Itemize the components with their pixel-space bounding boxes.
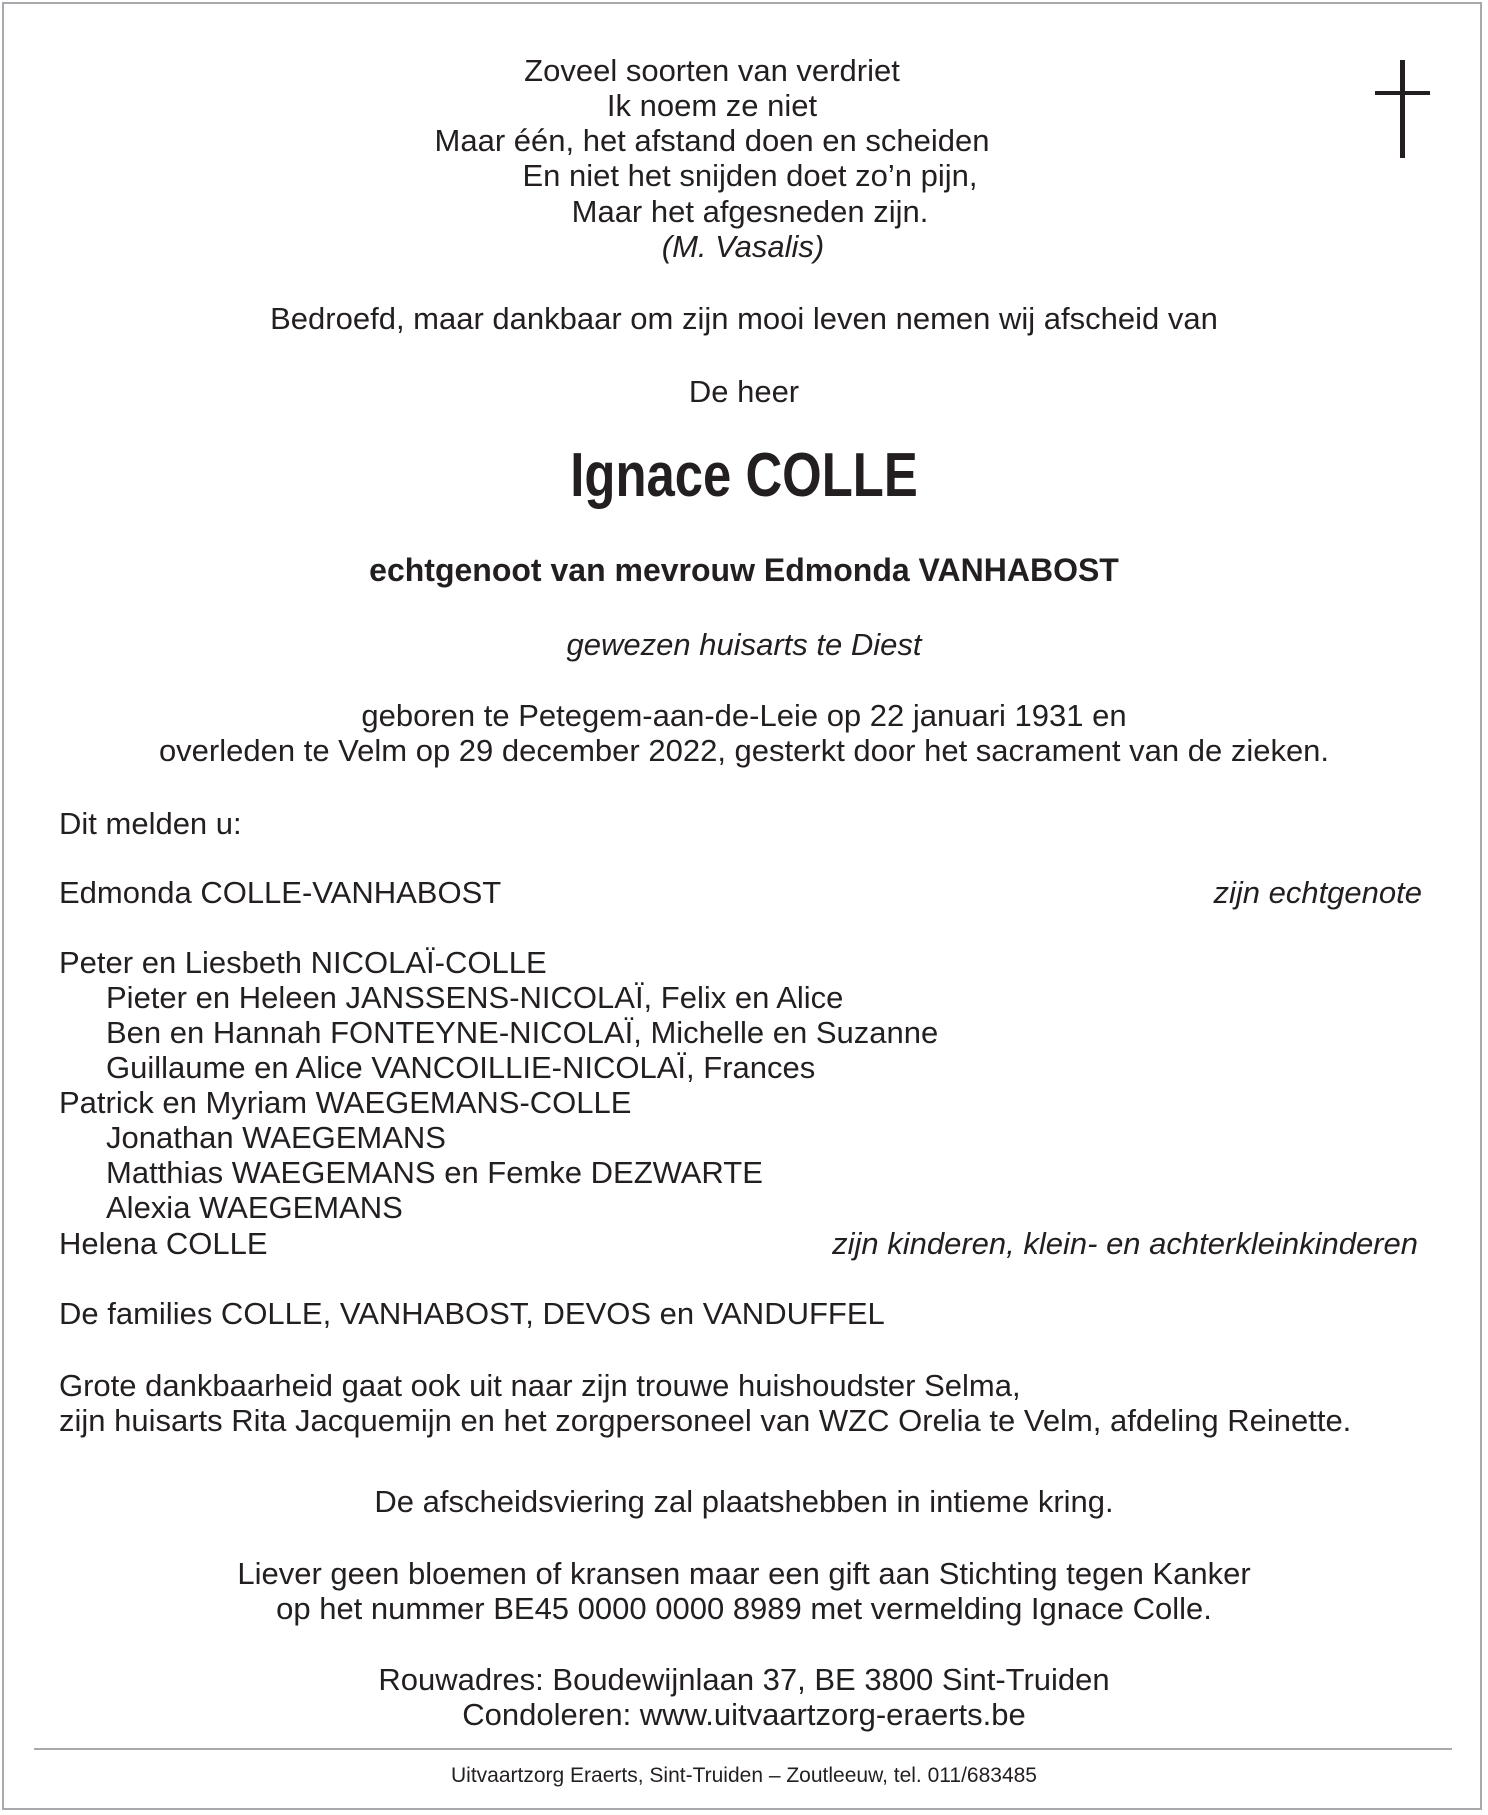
poem-line: En niet het snijden doet zo’n pijn, — [522, 158, 978, 193]
spouse-name: Edmonda COLLE-VANHABOST — [59, 875, 502, 910]
spouse-line: echtgenoot van mevrouw Edmonda VANHABOST — [369, 552, 1119, 588]
condolences-text: Condoleren: www.uitvaartzorg-eraerts.be — [462, 1697, 1026, 1732]
donation-line: Liever geen bloemen of kransen maar een gift aan Stichting tegen Kanker — [237, 1556, 1251, 1591]
intro-text: Bedroefd, maar dankbaar om zijn mooi leven nemen wij afscheid van — [270, 301, 1218, 336]
family-role: zijn kinderen, klein- en achterkleinkinderen — [832, 1226, 1418, 1261]
families-line: De families COLLE, VANHABOST, DEVOS en VANDUFFEL — [59, 1296, 885, 1331]
donation-line: op het nummer BE45 0000 0000 8989 met vermelding Ignace Colle. — [276, 1591, 1212, 1626]
family-member: Patrick en Myriam WAEGEMANS-COLLE — [59, 1085, 632, 1120]
family-member: Guillaume en Alice VANCOILLIE-NICOLAÏ, Frances — [106, 1050, 816, 1085]
address-text: Rouwadres: Boudewijnlaan 37, BE 3800 Sint-Truiden — [378, 1662, 1110, 1697]
poem-author: (M. Vasalis) — [661, 229, 825, 264]
family-member: Helena COLLE — [59, 1226, 268, 1261]
death-line: overleden te Velm op 29 december 2022, gesterkt door het sacrament van de zieken. — [158, 733, 1330, 768]
gratitude-line: Grote dankbaarheid gaat ook uit naar zijn trouwe huishoudster Selma, — [59, 1368, 1021, 1403]
birth-line: geboren te Petegem-aan-de-Leie op 22 januari 1931 en — [361, 698, 1127, 733]
poem-line: Ik noem ze niet — [606, 88, 818, 123]
salutation: De heer — [688, 374, 800, 409]
family-member: Peter en Liesbeth NICOLAÏ-COLLE — [59, 945, 547, 980]
family-member: Jonathan WAEGEMANS — [106, 1120, 446, 1155]
deceased-name: Ignace COLLE — [570, 441, 918, 510]
family-member: Ben en Hannah FONTEYNE-NICOLAÏ, Michelle en Suzanne — [106, 1015, 939, 1050]
poem-line: Maar één, het afstand doen en scheiden — [434, 123, 990, 158]
spouse-role: zijn echtgenote — [1213, 875, 1422, 910]
profession: gewezen huisarts te Diest — [566, 627, 922, 662]
family-member: Pieter en Heleen JANSSENS-NICOLAÏ, Felix en Alice — [106, 980, 844, 1015]
footer-text: Uitvaartzorg Eraerts, Sint-Truiden – Zoutleeuw, tel. 011/683485 — [451, 1764, 1037, 1787]
poem-line: Maar het afgesneden zijn. — [571, 194, 929, 229]
gratitude-line: zijn huisarts Rita Jacquemijn en het zorgpersoneel van WZC Orelia te Velm, afdeling Reinette. — [59, 1403, 1352, 1438]
announce-label: Dit melden u: — [59, 806, 242, 841]
family-member: Alexia WAEGEMANS — [106, 1190, 403, 1225]
footer-divider — [34, 1748, 1452, 1750]
ceremony-text: De afscheidsviering zal plaatshebben in intieme kring. — [374, 1484, 1114, 1519]
poem-line: Zoveel soorten van verdriet — [524, 53, 900, 88]
family-member: Matthias WAEGEMANS en Femke DEZWARTE — [106, 1155, 763, 1190]
